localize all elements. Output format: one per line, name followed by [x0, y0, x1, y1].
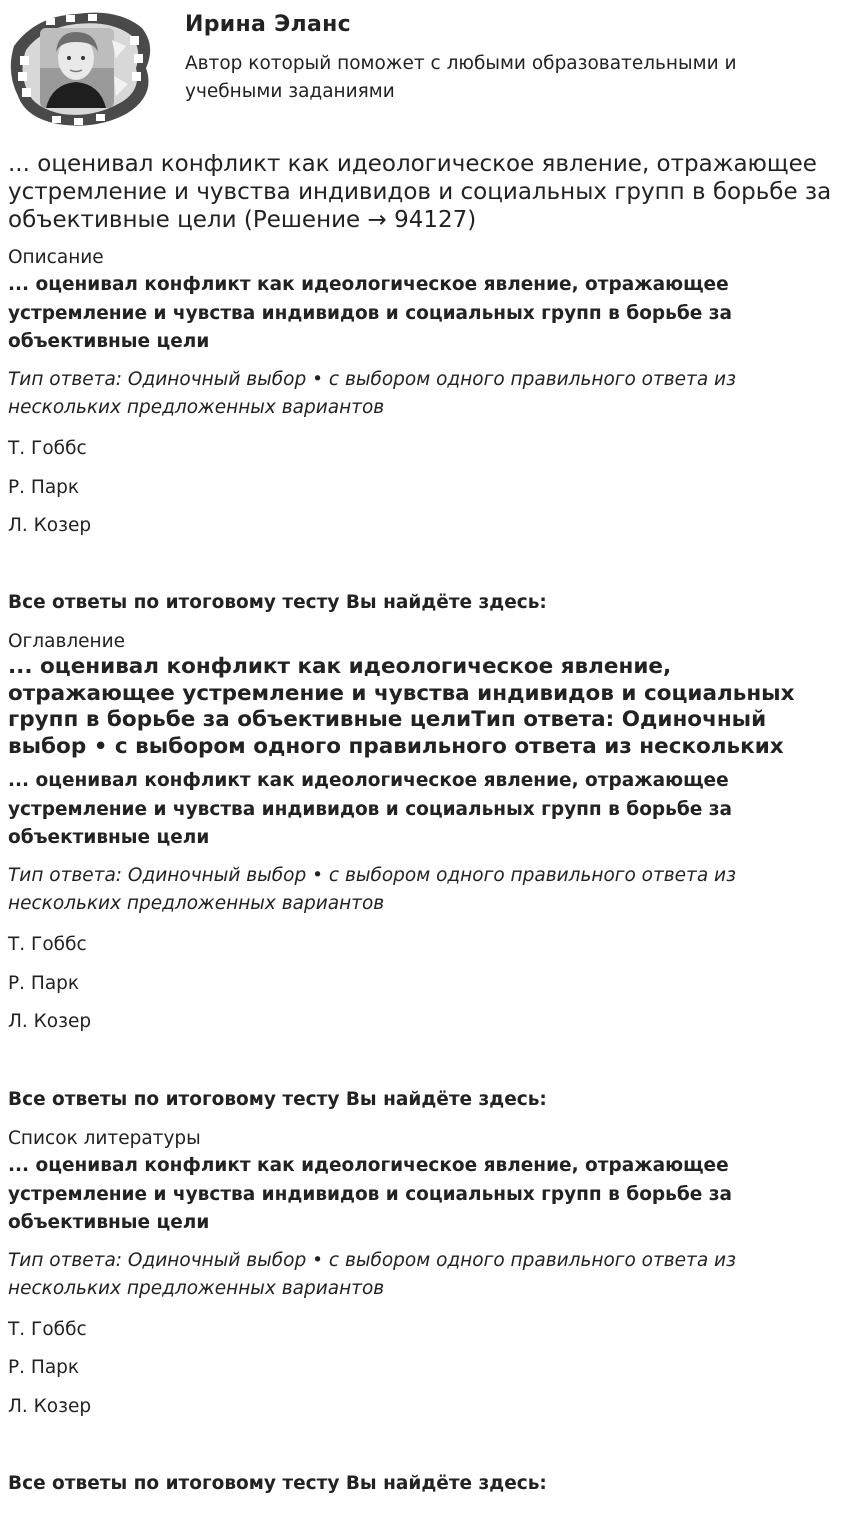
- section-label: Оглавление: [8, 631, 126, 652]
- answer-option: Р. Парк: [8, 477, 80, 498]
- answer-option: Л. Козер: [8, 1011, 92, 1032]
- author-bio: Автор который поможет с любыми образовательными и учебными заданиями: [185, 53, 737, 102]
- answer-option: Т. Гоббс: [8, 1319, 87, 1340]
- answer-option: Т. Гоббс: [8, 438, 87, 459]
- bibliography-section: [8, 1128, 838, 1508]
- toc-section: [8, 631, 838, 1111]
- answer-option: Т. Гоббс: [8, 934, 87, 955]
- film-reel-avatar-icon: [6, 6, 152, 130]
- author-header: [0, 0, 847, 135]
- question-text: ... оценивал конфликт как идеологическое явление, отражающее устремление и чувства индивидов и социальных групп в борьбе за объективные цели: [8, 274, 732, 352]
- answer-option: Р. Парк: [8, 973, 80, 994]
- answer-option: Л. Козер: [8, 1396, 92, 1417]
- all-answers-link[interactable]: Все ответы по итоговому тесту Вы найдёте здесь:: [8, 1089, 547, 1110]
- author-name: Ирина Эланс: [185, 12, 351, 37]
- answer-type: Тип ответа: Одиночный выбор • с выбором одного правильного ответа из нескольких предложенных вариантов: [8, 864, 736, 914]
- all-answers-link[interactable]: Все ответы по итоговому тесту Вы найдёте здесь:: [8, 592, 547, 613]
- toc-heading: ... оценивал конфликт как идеологическое явление, отражающее устремление и чувства индивидов и социальных групп в борьбе за объективные целиТип ответа: Одиночный выбор • с выбором одного правильного ответа из нескольких: [8, 654, 795, 759]
- answer-option: Р. Парк: [8, 1357, 80, 1378]
- page-title: ... оценивал конфликт как идеологическое явление, отражающее устремление и чувства индивидов и социальных групп в борьбе за объективные цели (Решение → 94127): [8, 151, 832, 233]
- answer-option: Л. Козер: [8, 515, 92, 536]
- answer-type: Тип ответа: Одиночный выбор • с выбором одного правильного ответа из нескольких предложенных вариантов: [8, 1249, 736, 1299]
- section-label: Список литературы: [8, 1128, 201, 1149]
- answer-type: Тип ответа: Одиночный выбор • с выбором одного правильного ответа из нескольких предложенных вариантов: [8, 368, 736, 418]
- section-label: Описание: [8, 247, 104, 268]
- description-section: [8, 247, 838, 617]
- question-text: ... оценивал конфликт как идеологическое явление, отражающее устремление и чувства индивидов и социальных групп в борьбе за объективные цели: [8, 770, 732, 848]
- all-answers-link[interactable]: Все ответы по итоговому тесту Вы найдёте здесь:: [8, 1473, 547, 1494]
- question-text: ... оценивал конфликт как идеологическое явление, отражающее устремление и чувства индивидов и социальных групп в борьбе за объективные цели: [8, 1155, 732, 1233]
- avatar: [6, 6, 152, 130]
